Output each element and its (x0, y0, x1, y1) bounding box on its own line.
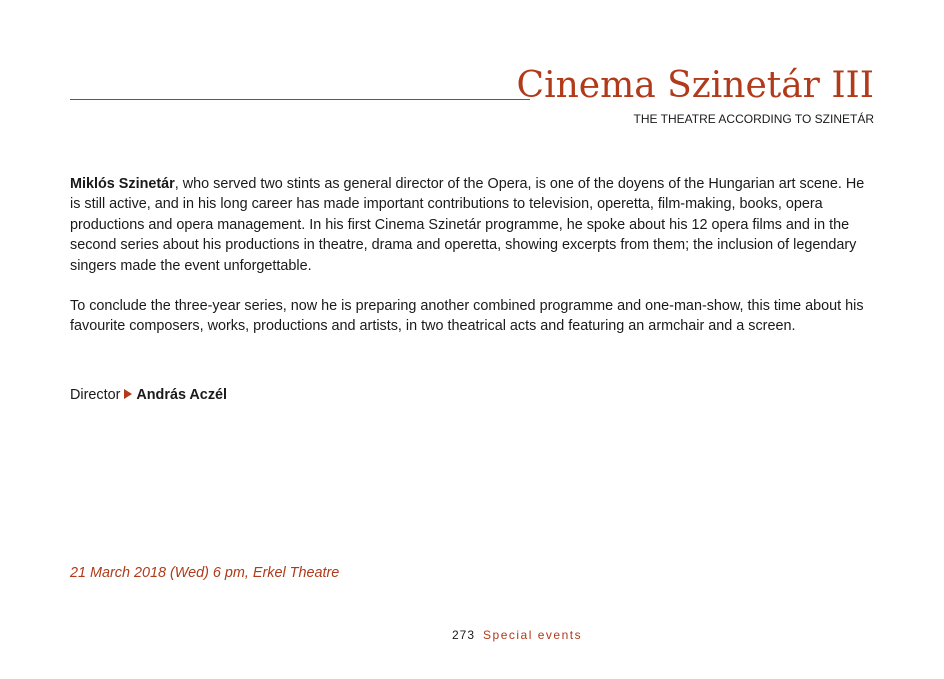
credit-role: Director (70, 387, 121, 403)
page-footer (452, 627, 582, 643)
page-number: 273 (452, 628, 476, 642)
paragraph-intro-text: , who served two stints as general director of the Opera, is one of the doyens of the Hungarian art scene. He is still active, and in his long career has made important contributions to television, operetta, film-making, books, opera productions and opera management. In his first Cinema Szinetár programme, he spoke about his 12 opera films and in the second series about his productions in theatre, drama and operetta, showing excerpts from them; the inclusion of legendary singers made the event unforgettable. (70, 176, 865, 274)
paragraph-conclusion: To conclude the three-year series, now he is preparing another combined programme and one-man-show, this time about his favourite composers, works, productions and artists, in two theatrical acts and featuring an armchair and a screen. (70, 298, 864, 335)
page-subtitle: THE THEATRE ACCORDING TO SZINETÁR (633, 112, 874, 126)
description (70, 174, 878, 337)
header-rule (70, 99, 530, 100)
triangle-right-icon (124, 389, 132, 399)
page-title: Cinema Szinetár III (516, 65, 874, 106)
credit-name: András Aczél (136, 387, 228, 403)
director-credit (70, 385, 227, 405)
paragraph-intro (70, 174, 878, 276)
person-name: Miklós Szinetár (70, 176, 175, 192)
event-date: 21 March 2018 (Wed) 6 pm, Erkel Theatre (70, 565, 340, 581)
section-name: Special events (483, 628, 583, 642)
